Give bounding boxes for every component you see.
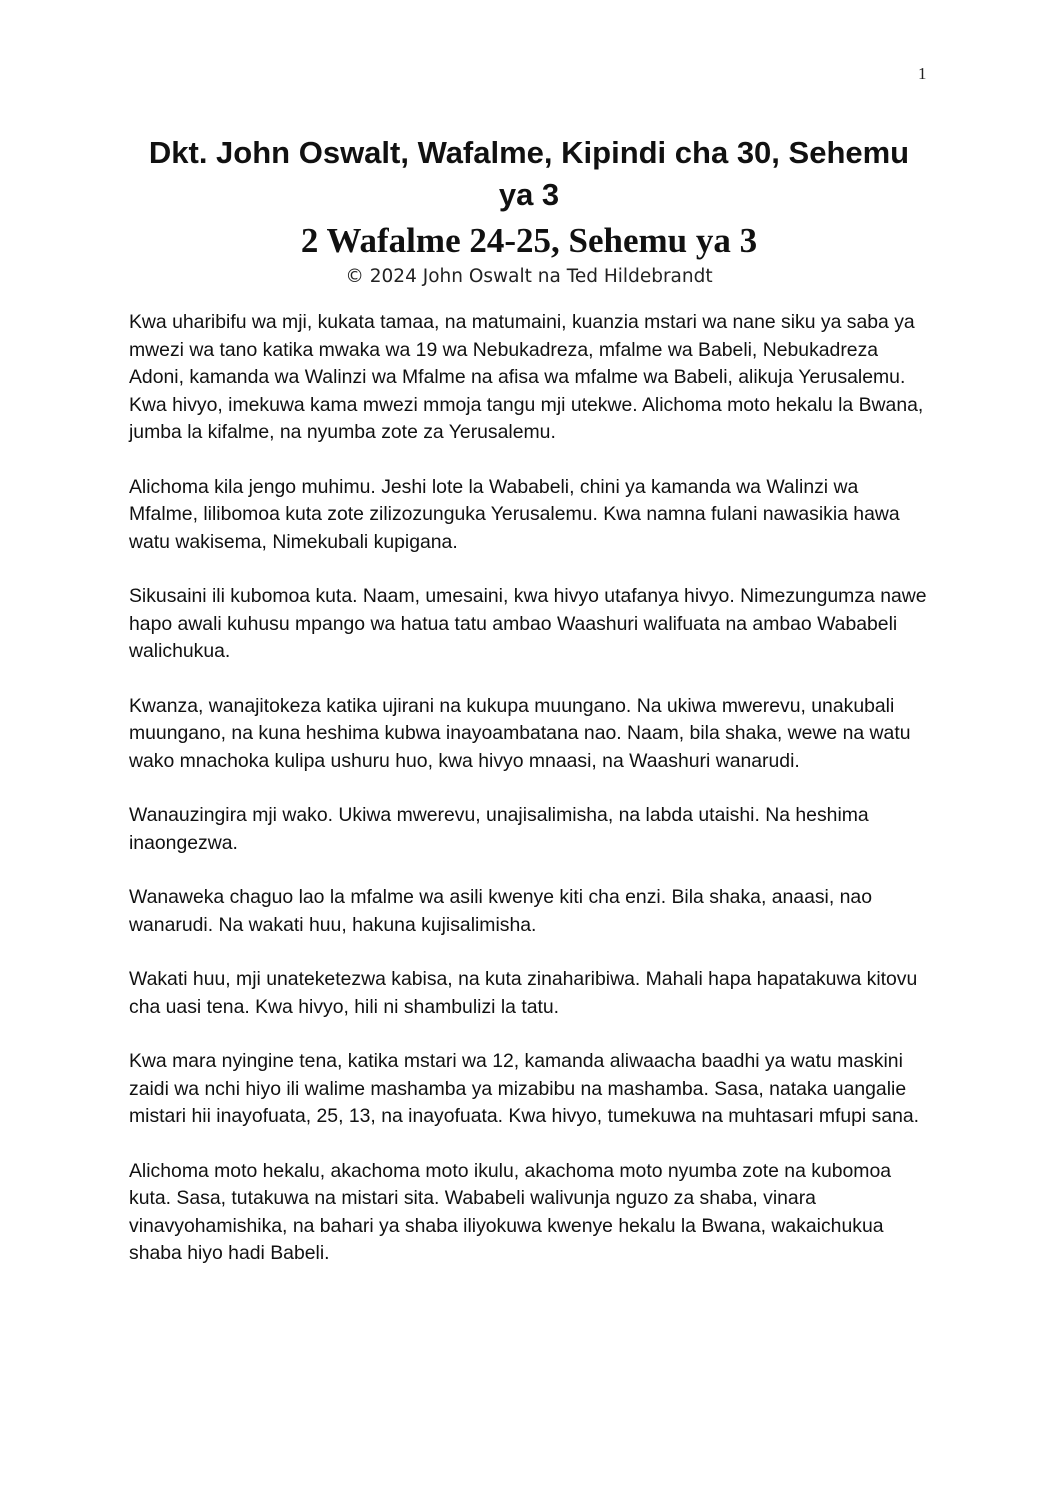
paragraph: Alichoma kila jengo muhimu. Jeshi lote la Wababeli, chini ya kamanda wa Walinzi wa Mfalme, lilibomoa kuta zote zilizozunguka Yerusalemu. Kwa namna fulani nawasikia hawa watu wakisema, Nimekubali kupigana. bbox=[129, 475, 900, 553]
paragraph: Wakati huu, mji unateketezwa kabisa, na kuta zinaharibiwa. Mahali hapa hapatakuwa kitovu cha uasi tena. Kwa hivyo, hili ni shambulizi la tatu. bbox=[129, 968, 918, 1018]
paragraph: Kwa uharibifu wa mji, kukata tamaa, na matumaini, kuanzia mstari wa nane siku ya saba ya mwezi wa tano katika mwaka wa 19 wa Nebukadreza, mfalme wa Babeli, Nebukadreza Adoni, kamanda wa Walinzi wa Mfalme na afisa wa mfalme wa Babeli, alikuja Yerusalemu. Kwa hivyo, imekuwa kama mwezi mmoja tangu mji utekwe. Alichoma moto hekalu la Bwana, jumba la kifalme, na nyumba zote za Yerusalemu. bbox=[129, 311, 924, 443]
paragraph: Wanaweka chaguo lao la mfalme wa asili kwenye kiti cha enzi. Bila shaka, anaasi, nao wanarudi. Na wakati huu, hakuna kujisalimisha. bbox=[129, 886, 872, 936]
paragraph: Alichoma moto hekalu, akachoma moto ikulu, akachoma moto nyumba zote na kubomoa kuta. Sasa, tutakuwa na mistari sita. Wababeli walivunja nguzo za shaba, vinara vinavyohamishika, na bahari ya shaba iliyokuwa kwenye hekalu la Bwana, wakaichukua shaba hiyo hadi Babeli. bbox=[129, 1159, 892, 1264]
document-title: Dkt. John Oswalt, Wafalme, Kipindi cha 30, Sehemu ya 3 bbox=[148, 135, 910, 212]
paragraph: Sikusaini ili kubomoa kuta. Naam, umesaini, kwa hivyo utafanya hivyo. Nimezungumza nawe hapo awali kuhusu mpango wa hatua tatu ambao Waashuri walifuata na ambao Wababeli walichukua. bbox=[129, 585, 927, 662]
paragraph: Kwa mara nyingine tena, katika mstari wa 12, kamanda aliwaacha baadhi ya watu maskini zaidi wa nchi hiyo ili walime mashamba ya mizabibu na mashamba. Sasa, nataka uangalie mistari hii inayofuata, 25, 13, na inayofuata. Kwa hivyo, tumekuwa na muhtasari mfupi sana. bbox=[129, 1050, 920, 1127]
copyright-line: © 2024 John Oswalt na Ted Hildebrandt bbox=[345, 266, 713, 287]
paragraph: Wanauzingira mji wako. Ukiwa mwerevu, unajisalimisha, na labda utaishi. Na heshima inaongezwa. bbox=[129, 804, 869, 854]
body-text bbox=[129, 309, 929, 1295]
document-subtitle: 2 Wafalme 24-25, Sehemu ya 3 bbox=[300, 221, 758, 260]
page-number: 1 bbox=[918, 64, 927, 83]
paragraph: Kwanza, wanajitokeza katika ujirani na kukupa muungano. Na ukiwa mwerevu, unakubali muungano, na kuna heshima kubwa inayoambatana nao. Naam, bila shaka, wewe na watu wako mnachoka kulipa ushuru huo, kwa hivyo mnaasi, na Waashuri wanarudi. bbox=[129, 694, 911, 772]
title-block bbox=[120, 132, 938, 290]
